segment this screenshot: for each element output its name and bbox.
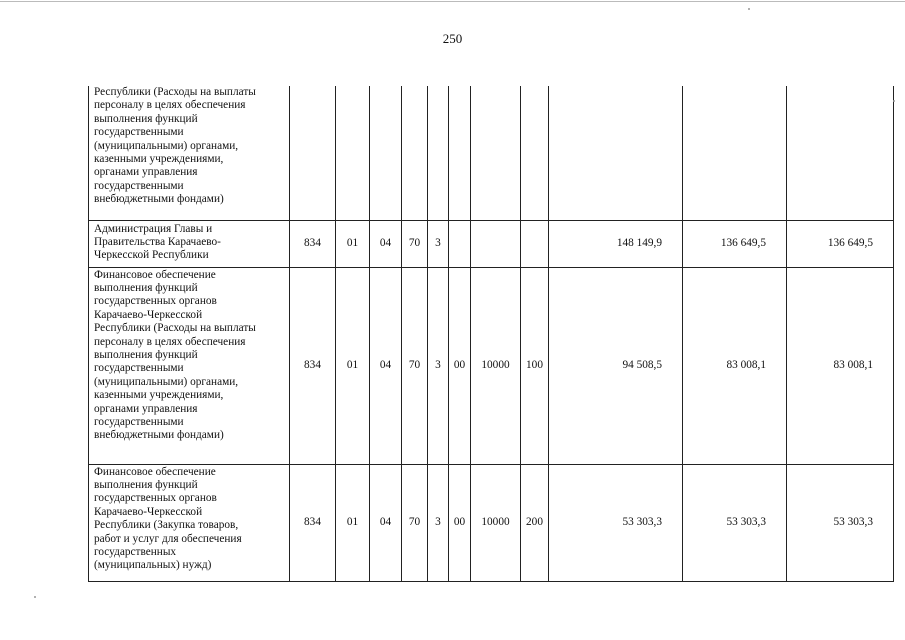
ministry-code: 834 (290, 464, 336, 581)
row-description: Администрация Главы и Правительства Карачаево- Черкесской Республики (89, 220, 290, 267)
scan-speck (34, 596, 36, 598)
amount-year-1: 94 508,5 (549, 267, 683, 464)
scan-speck (748, 8, 750, 10)
group-code: 00 (449, 464, 471, 581)
section-code: 01 (336, 267, 370, 464)
scan-edge-line (0, 1, 905, 2)
scan-speck (893, 100, 895, 102)
program-code: 70 (402, 220, 428, 267)
expense-type-code: 100 (521, 267, 549, 464)
section-code (336, 86, 370, 220)
row-description: Республики (Расходы на выплаты персоналу в целях обеспечения выполнения функций государственными (муниципальными) органами, казенными учреждениями, органами управления государственными внебюджетными фондами) (89, 86, 290, 220)
amount-year-2: 53 303,3 (683, 464, 787, 581)
program-code: 70 (402, 267, 428, 464)
amount-year-3: 83 008,1 (787, 267, 894, 464)
section-code: 01 (336, 464, 370, 581)
table-row (89, 86, 894, 220)
group-code (449, 220, 471, 267)
table-row (89, 267, 894, 464)
subsection-code: 04 (370, 267, 402, 464)
group-code (449, 86, 471, 220)
subsection-code: 04 (370, 220, 402, 267)
amount-year-2: 136 649,5 (683, 220, 787, 267)
expense-type-code (521, 220, 549, 267)
subprogram-code (428, 86, 449, 220)
item-code (471, 220, 521, 267)
subprogram-code: 3 (428, 464, 449, 581)
subsection-code: 04 (370, 464, 402, 581)
subsection-code (370, 86, 402, 220)
amount-year-1: 148 149,9 (549, 220, 683, 267)
ministry-code (290, 86, 336, 220)
ministry-code: 834 (290, 267, 336, 464)
group-code: 00 (449, 267, 471, 464)
amount-year-3: 136 649,5 (787, 220, 894, 267)
table-row (89, 220, 894, 267)
amount-year-1 (549, 86, 683, 220)
row-description: Финансовое обеспечение выполнения функций государственных органов Карачаево-Черкесской Республики (Расходы на выплаты персоналу в целях обеспечения выполнения функций государственными (муниципальными) органами, казенными учреждениями, органами управления государственными внебюджетными фондами) (89, 267, 290, 464)
ministry-code: 834 (290, 220, 336, 267)
item-code: 10000 (471, 464, 521, 581)
amount-year-2: 83 008,1 (683, 267, 787, 464)
page-number: 250 (442, 31, 463, 46)
program-code: 70 (402, 464, 428, 581)
row-description: Финансовое обеспечение выполнения функций государственных органов Карачаево-Черкесской Республики (Закупка товаров, работ и услуг для обеспечения государственных (муниципальных) нужд) (89, 464, 290, 581)
expense-type-code: 200 (521, 464, 549, 581)
program-code (402, 86, 428, 220)
table-row (89, 464, 894, 581)
subprogram-code: 3 (428, 267, 449, 464)
amount-year-3 (787, 86, 894, 220)
amount-year-1: 53 303,3 (549, 464, 683, 581)
budget-table (88, 86, 894, 582)
expense-type-code (521, 86, 549, 220)
section-code: 01 (336, 220, 370, 267)
subprogram-code: 3 (428, 220, 449, 267)
amount-year-2 (683, 86, 787, 220)
item-code: 10000 (471, 267, 521, 464)
item-code (471, 86, 521, 220)
amount-year-3: 53 303,3 (787, 464, 894, 581)
